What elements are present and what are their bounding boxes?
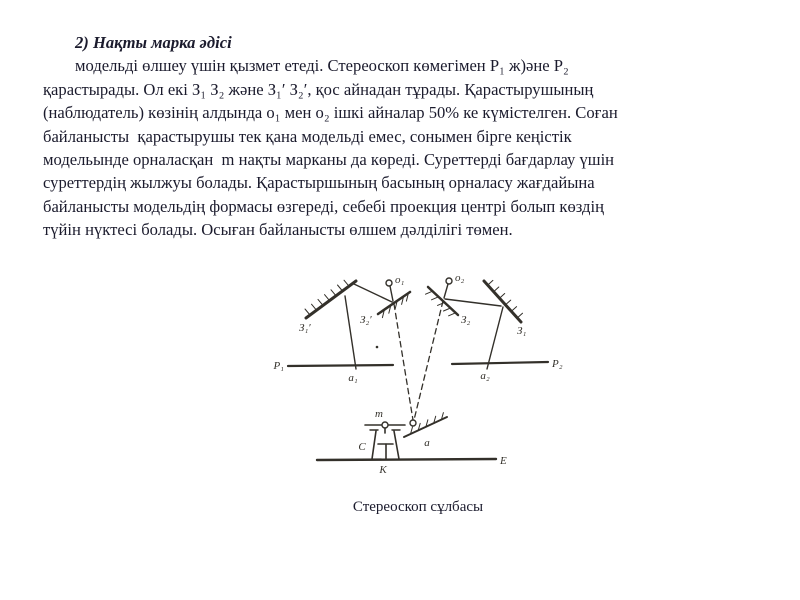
label-m: m: [375, 408, 383, 420]
label-k: K: [379, 464, 387, 476]
mark-m-circle: [382, 422, 388, 428]
photo-plane-p2: [452, 362, 548, 364]
light-rays: [345, 284, 503, 420]
label-z1-prime: З₁′: [299, 322, 311, 334]
body-text-line: қарастырады. Ол екі З₁ З₂ және З₁′ З₂′, қос айнадан тұрады. Қарастырушының: [43, 79, 594, 99]
dashed-ray-right: [414, 301, 443, 420]
text-block: [43, 31, 763, 242]
eye-point-o2-circle: [446, 278, 452, 284]
stereoscope-diagram: [258, 270, 570, 485]
photo-plane-p1: [288, 365, 393, 366]
label-p1: P₁: [273, 360, 284, 372]
section-heading: 2) Нақты марка әдісі: [75, 33, 232, 52]
mirror-z1-prime: [305, 280, 356, 318]
label-a: a: [424, 437, 430, 449]
eye-point-o1-circle: [386, 280, 392, 286]
label-e: E: [500, 455, 507, 467]
dashed-ray-left: [394, 304, 413, 420]
body-text-line: (наблюдатель) көзінің алдында о₁ мен о₂ ішкі айналар 50% ке күмістелген. Соған: [43, 103, 618, 123]
mirror-z1: [484, 280, 523, 322]
label-z2: З₂: [461, 314, 471, 326]
mirror-z2-prime: [378, 280, 410, 318]
body-text-line: байланысты қарастырушы тек қана модельді емес, сонымен бірге кеңістік: [43, 126, 572, 146]
body-text-line: суреттердің жылжуы болады. Қарастыршының басының орналасу жағдайына: [43, 173, 595, 193]
mirror-z2: [426, 278, 459, 316]
label-o1: о₁: [395, 274, 405, 286]
label-a2: a₂: [480, 370, 490, 382]
convergence-point-circle: [410, 420, 416, 426]
body-text-line: түйін нүктесі болады. Осыған байланысты өлшем дәлділігі төмен.: [43, 220, 513, 240]
label-c: C: [358, 441, 366, 453]
figure-caption: Стереоскоп сұлбасы: [352, 499, 484, 515]
label-p2: P₂: [552, 358, 563, 370]
ground-line-e: [317, 459, 496, 460]
stereoscope-diagram-svg: [258, 270, 570, 485]
body-text-line: модельынде орналасқан m нақты марканы да көреді. Суреттерді бағдарлау үшін: [43, 150, 615, 170]
model-point-a: [404, 413, 447, 437]
label-a1: a₁: [348, 372, 358, 384]
label-z1: З₁: [517, 325, 527, 337]
body-text-line: байланысты модельдің формасы өзгереді, себебі проекция центрі болып көздің: [43, 196, 604, 216]
label-o2: о₂: [455, 272, 465, 284]
body-text-line: модельді өлшеу үшін қызмет етеді. Стереоскоп көмегімен P₁ ж)әне P₂: [75, 56, 569, 76]
small-dot: [376, 346, 379, 349]
measuring-mark-device: [365, 422, 405, 459]
body-paragraph: [43, 54, 763, 241]
label-z2-prime: З₂′: [360, 314, 372, 326]
